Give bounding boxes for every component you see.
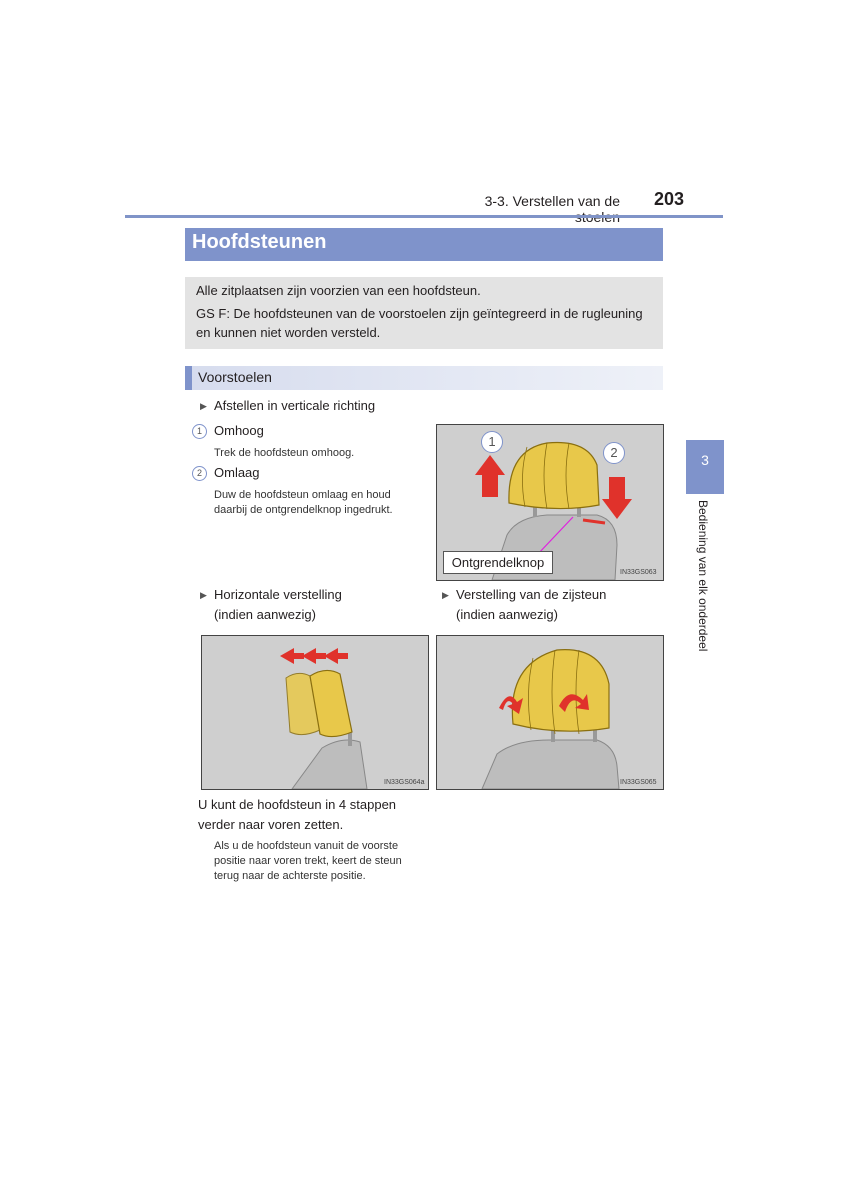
- subsection-marker: [185, 366, 192, 390]
- step-2-label: Omlaag: [214, 465, 260, 480]
- step-1-label: Omhoog: [214, 423, 264, 438]
- step-2-desc-b: daarbij de ontgrendelknop ingedrukt.: [214, 504, 393, 516]
- horizontal-line-2: (indien aanwezig): [214, 607, 316, 622]
- chapter-number: 3: [701, 452, 709, 468]
- side-line-1: Verstelling van de zijsteun: [456, 587, 607, 602]
- release-button-callout: Ontgrendelknop: [443, 551, 553, 574]
- section-title: 3-3. Verstellen van de: [484, 193, 620, 209]
- figure-3-code: IN33GS065: [620, 779, 657, 786]
- figure-1-code: IN33GS063: [620, 569, 657, 576]
- figure-mark-2: 2: [603, 442, 625, 464]
- side-line-2: (indien aanwezig): [456, 607, 558, 622]
- step-1-icon: 1: [192, 424, 207, 439]
- step-2-icon: 2: [192, 466, 207, 481]
- figure-2-code: IN33GS064a: [384, 779, 425, 786]
- figure-horizontal-adjust: [201, 635, 429, 790]
- vertical-bullet: Afstellen in verticale richting: [214, 398, 376, 413]
- horizontal-line-1: Horizontale verstelling: [214, 587, 342, 602]
- headrest-side-illustration: [437, 636, 663, 789]
- note-small-1: Als u de hoofdsteun vanuit de voorste: [214, 840, 399, 852]
- subsection-title: Voorstoelen: [198, 369, 272, 385]
- note-line-1: U kunt de hoofdsteun in 4 stappen: [198, 797, 397, 812]
- figure-side-adjust: [436, 635, 664, 790]
- header-rule: [125, 215, 723, 218]
- page-title: Hoofdsteunen: [192, 231, 327, 253]
- intro-line-2b: en kunnen niet worden versteld.: [196, 325, 381, 340]
- figure-mark-1: 1: [481, 431, 503, 453]
- bullet-icon: ▶: [200, 590, 207, 600]
- step-1-desc: Trek de hoofdsteun omhoog.: [214, 447, 355, 459]
- note-line-2: verder naar voren zetten.: [198, 817, 344, 832]
- step-2-desc-a: Duw de hoofdsteun omlaag en houd: [214, 489, 391, 501]
- intro-line-2a: GS F: De hoofdsteunen van de voorstoelen zijn geïntegreerd in de rugleuning: [196, 306, 643, 321]
- page-number: 203: [653, 189, 684, 209]
- note-small-2: positie naar voren trekt, keert de steun: [214, 855, 402, 867]
- note-small-3: terug naar de achterste positie.: [214, 870, 366, 882]
- headrest-horizontal-illustration: [202, 636, 428, 789]
- bullet-icon: ▶: [200, 401, 207, 411]
- chapter-label: Bediening van elk onderdeel: [696, 500, 710, 652]
- bullet-icon: ▶: [442, 590, 449, 600]
- intro-line-1: Alle zitplaatsen zijn voorzien van een hoofdsteun.: [196, 283, 481, 298]
